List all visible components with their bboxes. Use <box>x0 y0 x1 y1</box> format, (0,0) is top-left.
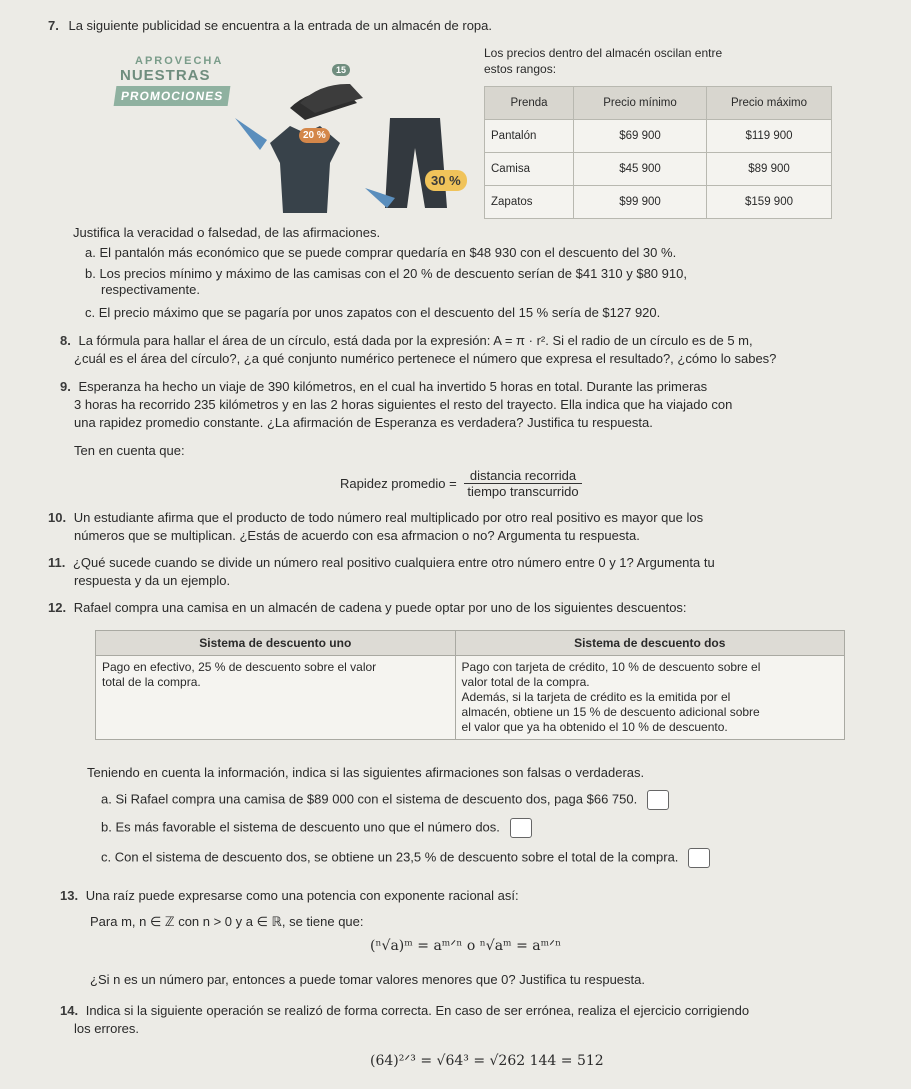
q9-text: Esperanza ha hecho un viaje de 390 kilómetros, en el cual ha invertido 5 horas en total. Durante las primeras <box>78 379 708 394</box>
q13-number: 13. <box>60 888 79 903</box>
speed-formula <box>340 468 582 499</box>
desc-cell-two <box>455 656 844 740</box>
q10-line-2: números que se multiplican. ¿Estás de acuerdo con esa afrmacion o no? Argumenta tu respuesta. <box>74 528 640 543</box>
operation-formula: (64)²ᐟ³ = √64³ = √262 144 = 512 <box>370 1053 604 1069</box>
price-range-table <box>484 86 832 219</box>
q7-justify: Justifica la veracidad o falsedad, de las afirmaciones. <box>73 225 381 240</box>
q8-text: La fórmula para hallar el área de un círculo, está dada por la expresión: A = π · r². Si el radio de un círculo es de 5 m, <box>78 333 753 348</box>
q7-item-a: a. El pantalón más económico que se puede comprar quedaría en $48 930 con el descuento del 30 %. <box>85 245 677 260</box>
q14-text: Indica si la siguiente operación se realizó de forma correcta. En caso de ser errónea, realiza el ejercicio corrigiendo <box>85 1003 750 1018</box>
q13-line-1 <box>60 888 519 903</box>
discount-badge-30: 30 % <box>425 170 467 191</box>
promo-line-1: APROVECHA <box>135 55 224 67</box>
q9-note: Ten en cuenta que: <box>74 443 185 458</box>
q13-line-2: Para m, n ∈ ℤ con n > 0 y a ∈ ℝ, se tiene que: <box>90 914 364 929</box>
q12-item-a-text: a. Si Rafael compra una camisa de $89 000 con el sistema de descuento dos, paga $66 750. <box>101 791 638 807</box>
table-cell: $99 900 <box>574 186 707 219</box>
desc-text: total de la compra. <box>102 675 201 689</box>
price-header-cell: Precio mínimo <box>574 87 707 120</box>
answer-checkbox[interactable] <box>647 790 669 810</box>
q8-number: 8. <box>60 333 71 348</box>
table-cell: Camisa <box>485 153 574 186</box>
desc-text: almacén, obtiene un 15 % de descuento adicional sobre <box>461 705 760 719</box>
q10-text: Un estudiante afirma que el producto de todo número real multiplicado por otro real positivo es mayor que los <box>73 510 704 525</box>
q7-item-b: b. Los precios mínimo y máximo de las camisas con el 20 % de descuento serían de $41 310 y $80 910, <box>85 266 687 281</box>
q9-line-3: una rapidez promedio constante. ¿La afirmación de Esperanza es verdadera? Justifica tu respuesta. <box>74 415 653 430</box>
q8-line-1 <box>60 333 753 348</box>
answer-checkbox[interactable] <box>688 848 710 868</box>
q12-item-c <box>101 848 710 868</box>
price-header-cell: Precio máximo <box>707 87 832 120</box>
desc-cell-one <box>96 656 456 740</box>
q11-line-1 <box>48 555 715 570</box>
q12-item-b <box>101 818 532 838</box>
q9-number: 9. <box>60 379 71 394</box>
q12-item-c-text: c. Con el sistema de descuento dos, se obtiene un 23,5 % de descuento sobre el total de la compra. <box>101 849 679 865</box>
discount-systems-table <box>95 630 845 740</box>
q12-line-1 <box>48 600 687 615</box>
formula-denominator: tiempo transcurrido <box>467 484 579 499</box>
q7-intro: La siguiente publicidad se encuentra a la entrada de un almacén de ropa. <box>68 18 492 33</box>
table-row <box>485 186 832 219</box>
discount-badge-20: 20 % <box>299 128 330 143</box>
q8-line-2: ¿cuál es el área del círculo?, ¿a qué conjunto numérico pertenece el número que expresa el resultado?, ¿cómo lo sabes? <box>74 351 777 366</box>
desc-body-row <box>96 656 845 740</box>
range-text-2: estos rangos: <box>484 62 557 76</box>
desc-text: Pago en efectivo, 25 % de descuento sobre el valor <box>102 660 377 674</box>
q10-number: 10. <box>48 510 67 525</box>
range-text: Los precios dentro del almacén oscilan entre <box>484 46 723 60</box>
root-power-formula: (ⁿ√a)ᵐ = aᵐᐟⁿ o ⁿ√aᵐ = aᵐᐟⁿ <box>370 938 562 954</box>
promo-line-2: NUESTRAS <box>120 67 211 84</box>
table-cell: $89 900 <box>707 153 832 186</box>
table-row <box>485 120 832 153</box>
formula-numerator: distancia recorrida <box>464 468 581 484</box>
table-cell: $159 900 <box>707 186 832 219</box>
q10-line-1 <box>48 510 703 525</box>
table-cell: $119 900 <box>707 120 832 153</box>
q7-line <box>48 18 492 33</box>
table-cell: Zapatos <box>485 186 574 219</box>
q13-line-3: ¿Si n es un número par, entonces a puede tomar valores menores que 0? Justifica tu respuesta. <box>90 972 645 987</box>
q14-number: 14. <box>60 1003 79 1018</box>
q9-line-2: 3 horas ha recorrido 235 kilómetros y en las 2 horas siguientes el resto del trayecto. Ella indica que ha viajado con <box>74 397 733 412</box>
q14-line-2: los errores. <box>74 1021 140 1036</box>
q11-text: ¿Qué sucede cuando se divide un número real positivo cualquiera entre otro número entre 0 y 1? Argumenta tu <box>72 555 715 570</box>
q12-number: 12. <box>48 600 67 615</box>
table-cell: $69 900 <box>574 120 707 153</box>
table-cell: Pantalón <box>485 120 574 153</box>
desc-header-two: Sistema de descuento dos <box>455 631 844 656</box>
q11-number: 11. <box>48 555 66 570</box>
q12-item-a <box>101 790 669 810</box>
promo-line-3: PROMOCIONES <box>114 86 231 106</box>
table-cell: $45 900 <box>574 153 707 186</box>
q7-item-c: c. El precio máximo que se pagaría por unos zapatos con el descuento del 15 % sería de $127 920. <box>85 305 661 320</box>
table-row <box>485 153 832 186</box>
desc-header-one: Sistema de descuento uno <box>96 631 456 656</box>
desc-text: el valor que ya ha obtenido el 10 % de descuento. <box>461 720 728 734</box>
q11-line-2: respuesta y da un ejemplo. <box>74 573 231 588</box>
q13-text: Una raíz puede expresarse como una potencia con exponente racional así: <box>85 888 519 903</box>
q9-line-1 <box>60 379 707 394</box>
q7-item-b-cont: respectivamente. <box>101 282 200 297</box>
q12-item-b-text: b. Es más favorable el sistema de descuento uno que el número dos. <box>101 819 500 835</box>
q14-line-1 <box>60 1003 749 1018</box>
desc-text: Pago con tarjeta de crédito, 10 % de descuento sobre el <box>461 660 761 674</box>
price-table-header <box>485 87 832 120</box>
desc-header-row <box>96 631 845 656</box>
discount-badge-15: 15 <box>332 64 350 76</box>
q12-intro: Rafael compra una camisa en un almacén de cadena y puede optar por uno de los siguientes descuentos: <box>73 600 687 615</box>
q7-number: 7. <box>48 18 59 33</box>
q12-instructions: Teniendo en cuenta la información, indica si las siguientes afirmaciones son falsas o verdaderas. <box>87 765 645 780</box>
formula-left: Rapidez promedio = <box>340 476 457 491</box>
desc-text: Además, si la tarjeta de crédito es la emitida por el <box>461 690 731 704</box>
price-header-cell: Prenda <box>485 87 574 120</box>
answer-checkbox[interactable] <box>510 818 532 838</box>
formula-fraction <box>464 468 581 499</box>
desc-text: valor total de la compra. <box>461 675 590 689</box>
